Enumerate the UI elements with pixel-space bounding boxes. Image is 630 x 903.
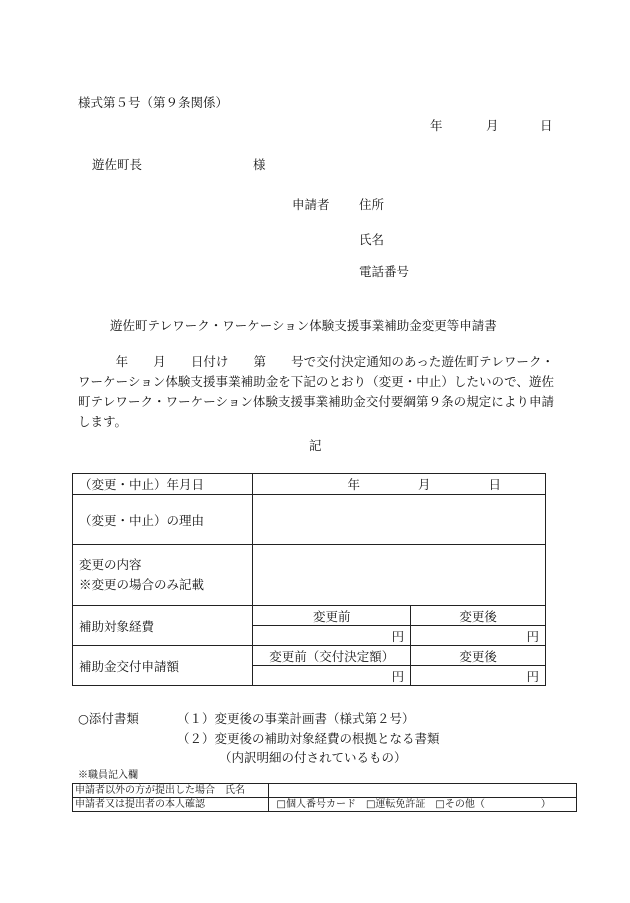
other-checkbox[interactable]: □その他（	[435, 799, 485, 810]
applicant-label: 申請者	[292, 197, 330, 212]
content-value[interactable]	[253, 545, 546, 606]
ki-heading: 記	[309, 438, 322, 453]
expense-before-value[interactable]: 円	[253, 626, 411, 646]
expense-after-header: 変更後	[411, 606, 546, 626]
date-month: 月	[486, 118, 499, 133]
staff-row2-label: 申請者又は提出者の本人確認	[73, 798, 269, 812]
application-body: 年 月 日付け 第 号で交付決定通知のあった遊佐町テレワーク・ワーケーション体験支援事業補助金を下記のとおり（変更・中止）したいので、遊佐町テレワーク・ワーケーション体験支援事業補助金交付要綱第９条の規定により申請します。	[78, 354, 554, 429]
date-row-value[interactable]	[253, 474, 546, 495]
date-day: 日	[540, 118, 553, 133]
staff-heading: ※職員記入欄	[78, 770, 138, 781]
date-row	[73, 474, 546, 495]
attachment-item-2: （２）変更後の補助対象経費の根拠となる書類	[177, 731, 440, 746]
grant-after-header: 変更後	[411, 646, 546, 666]
attachment-item-2-note: （内訳明細の付されているもの）	[219, 750, 407, 765]
addressee-name: 遊佐町長	[92, 157, 143, 172]
content-label-cell	[73, 545, 253, 606]
applicant-name-label: 氏名	[359, 232, 385, 247]
applicant-address-label: 住所	[359, 197, 385, 212]
content-label: 変更の内容	[79, 557, 142, 572]
grant-label: 補助金交付申請額	[73, 646, 253, 686]
attachments-label: ○添付書類	[78, 711, 139, 726]
date-year: 年	[430, 118, 443, 133]
table-day: 日	[488, 477, 501, 492]
expense-before-header: 変更前	[253, 606, 411, 626]
reason-value[interactable]	[253, 495, 546, 545]
content-note: ※変更の場合のみ記載	[79, 577, 205, 592]
document-title: 遊佐町テレワーク・ワーケーション体験支援事業補助金変更等申請書	[110, 318, 497, 333]
grant-header-row	[73, 646, 546, 666]
other-close-paren: ）	[540, 799, 551, 810]
grant-before-value[interactable]: 円	[253, 666, 411, 686]
staff-row-2	[73, 798, 577, 812]
applicant-phone-label: 電話番号	[359, 264, 410, 279]
id-card-checkbox[interactable]: □個人番号カード	[276, 799, 356, 810]
date-row-label: （変更・中止）年月日	[73, 474, 253, 495]
grant-before-header: 変更前（交付決定額）	[253, 646, 411, 666]
staff-row1-value[interactable]	[268, 784, 576, 798]
expense-label: 補助対象経費	[73, 606, 253, 646]
reason-label: （変更・中止）の理由	[73, 495, 253, 545]
table-month: 月	[417, 477, 431, 492]
drivers-license-checkbox[interactable]: □運転免許証	[365, 799, 426, 810]
grant-after-value[interactable]: 円	[411, 666, 546, 686]
reason-row	[73, 495, 546, 545]
staff-row1-label: 申請者以外の方が提出した場合 氏名	[73, 784, 269, 798]
expense-header-row	[73, 606, 546, 626]
attachment-item-1: （１）変更後の事業計画書（様式第２号）	[177, 711, 415, 726]
content-row	[73, 545, 546, 606]
application-table	[72, 473, 546, 686]
expense-after-value[interactable]: 円	[411, 626, 546, 646]
addressee-honorific: 様	[253, 157, 266, 172]
form-id: 様式第５号（第９条関係）	[78, 95, 229, 110]
staff-row2-options	[268, 798, 576, 812]
table-year: 年	[347, 477, 360, 492]
staff-table	[72, 783, 577, 812]
staff-row-1	[73, 784, 577, 798]
